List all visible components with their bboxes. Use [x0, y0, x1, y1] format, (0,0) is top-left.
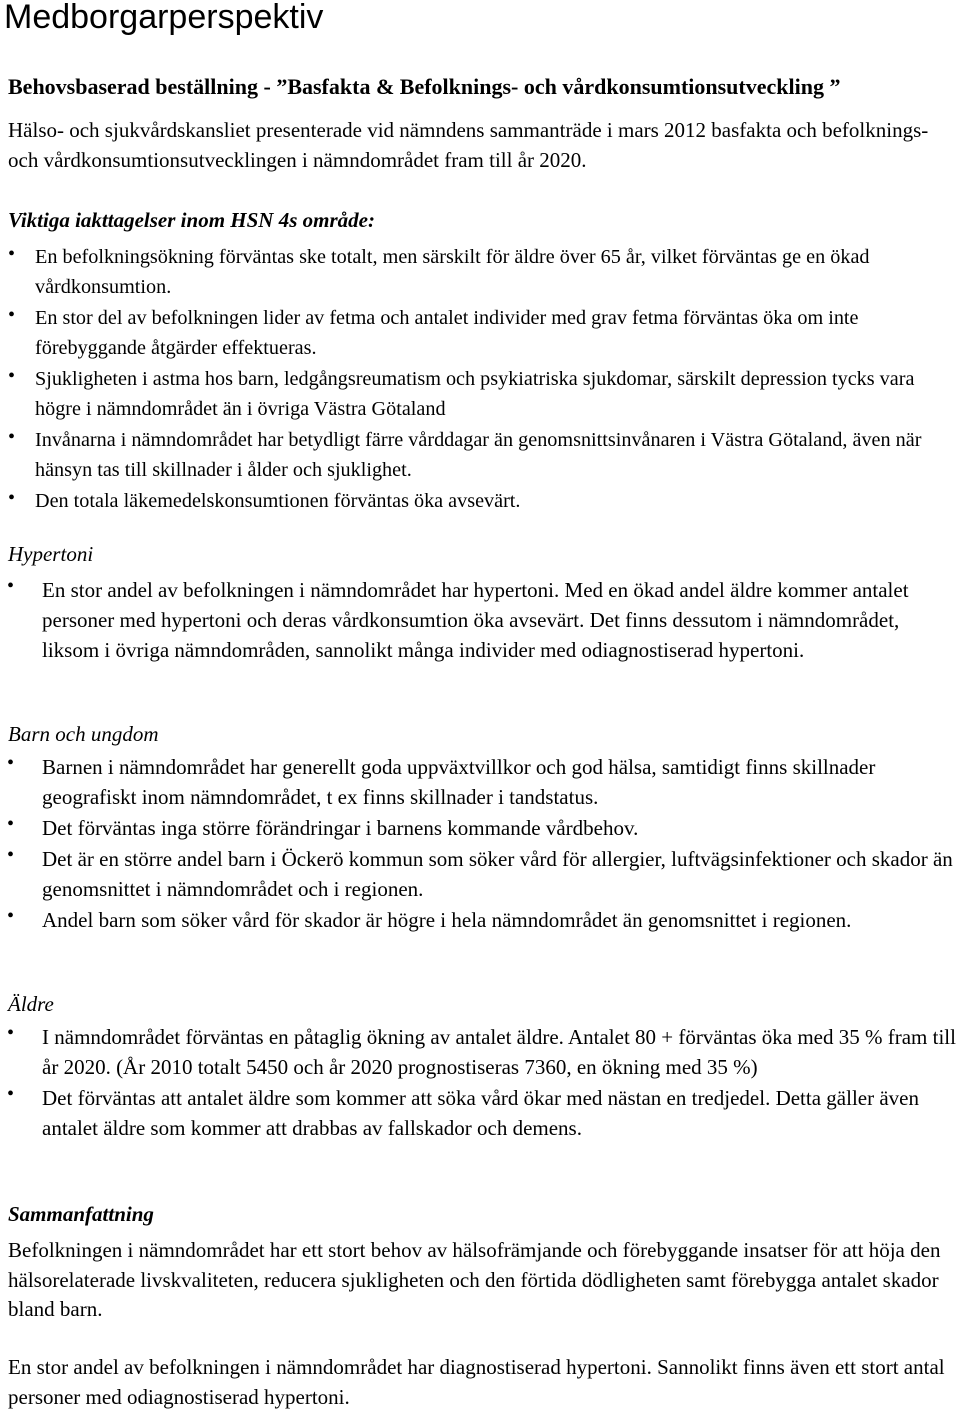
list-item: • Det förväntas inga större förändringar i barnens kommande vårdbehov. — [7, 813, 639, 840]
list-item: • En stor andel av befolkningen i nämndområdet har hypertoni. Med en ökad andel äldre kommer antalet personer med hypertoni och deras vårdkonsumtion öka avsevärt. Det finns dessutom i nämndområdet, liksom i övriga nämndområden, sannolikt många individer med odiagnostiserad hypertoni. — [7, 575, 909, 662]
observations-list — [0, 243, 960, 519]
bullet-icon: • — [7, 752, 15, 774]
page-title: Medborgarperspektiv — [4, 0, 324, 36]
bullet-icon: • — [8, 426, 16, 448]
hypertoni-list — [0, 575, 960, 665]
list-item: • En stor del av befolkningen lider av fetma och antalet individer med grav fetma förväntas öka om inte förebyggande åtgärder effektueras. — [8, 304, 859, 359]
bullet-icon: • — [7, 575, 15, 597]
hypertoni-heading: Hypertoni — [8, 542, 94, 566]
list-item: • Det är en större andel barn i Öckerö kommun som söker vård för allergier, luftvägsinfektioner och skador än genomsnittet i nämndområdet och i regionen. — [7, 844, 953, 901]
bullet-icon: • — [7, 844, 15, 866]
bullet-icon: • — [8, 365, 16, 387]
aldre-heading: Äldre — [8, 992, 54, 1016]
barn-heading: Barn och ungdom — [8, 722, 159, 746]
list-item: • Barnen i nämndområdet har generellt goda uppväxtvillkor och god hälsa, samtidigt finns skillnader geografiskt inom nämndområdet, t ex finns skillnader i tandstatus. — [7, 752, 876, 809]
observations-heading: Viktiga iakttagelser inom HSN 4s område: — [8, 208, 375, 232]
bullet-icon: • — [7, 1083, 15, 1105]
list-item: • Invånarna i nämndområdet har betydligt färre vårddagar än genomsnittsinvånaren i Västra Götaland, även när hänsyn tas till skillnader i ålder och sjuklighet. — [8, 426, 922, 481]
list-item: • Andel barn som söker vård för skador är högre i hela nämndområdet än genomsnittet i regionen. — [7, 905, 852, 932]
intro-paragraph: Hälso- och sjukvårdskansliet presenterade vid nämndens sammanträde i mars 2012 basfakta och befolknings- och vårdkonsumtionsutvecklingen i nämndområdet fram till år 2020. — [8, 118, 929, 172]
list-item: • I nämndområdet förväntas en påtaglig ökning av antalet äldre. Antalet 80 + förväntas öka med 35 % fram till år 2020. (År 2010 totalt 5450 och år 2020 prognostiseras 7360, en ökning med 35 %) — [7, 1022, 956, 1079]
bullet-icon: • — [8, 487, 16, 509]
summary-paragraph: Befolkningen i nämndområdet har ett stort behov av hälsofrämjande och förebyggande insatser för att höja den hälsorelaterade livskvaliteten, reducera sjukligheten och den förtida dödligheten samt förebygga antalet skador bland barn. — [8, 1238, 941, 1321]
bullet-icon: • — [7, 905, 15, 927]
bullet-icon: • — [7, 813, 15, 835]
list-item: • Det förväntas att antalet äldre som kommer att söka vård ökar med nästan en tredjedel. Detta gäller även antalet äldre som kommer att drabbas av fallskador och demens. — [7, 1083, 919, 1140]
bullet-icon: • — [7, 1022, 15, 1044]
list-item: • En befolkningsökning förväntas ske totalt, men särskilt för äldre över 65 år, vilket förväntas ge en ökad vårdkonsumtion. — [8, 243, 870, 298]
section-subtitle: Behovsbaserad beställning - ”Basfakta & Befolknings- och vårdkonsumtionsutveckling ” — [8, 74, 841, 99]
barn-list — [0, 752, 960, 936]
summary-heading: Sammanfattning — [8, 1202, 154, 1226]
list-item: • Sjukligheten i astma hos barn, ledgångsreumatism och psykiatriska sjukdomar, särskilt depression tycks vara högre i nämndområdet än i övriga Västra Götaland — [8, 365, 915, 420]
bullet-icon: • — [8, 243, 16, 265]
aldre-list — [0, 1022, 960, 1144]
list-item: • Den totala läkemedelskonsumtionen förväntas öka avsevärt. — [8, 487, 521, 512]
bullet-icon: • — [8, 304, 16, 326]
summary-paragraph: En stor andel av befolkningen i nämndområdet har diagnostiserad hypertoni. Sannolikt finns även ett stort antal personer med odiagnostiserad hypertoni. — [8, 1355, 945, 1409]
